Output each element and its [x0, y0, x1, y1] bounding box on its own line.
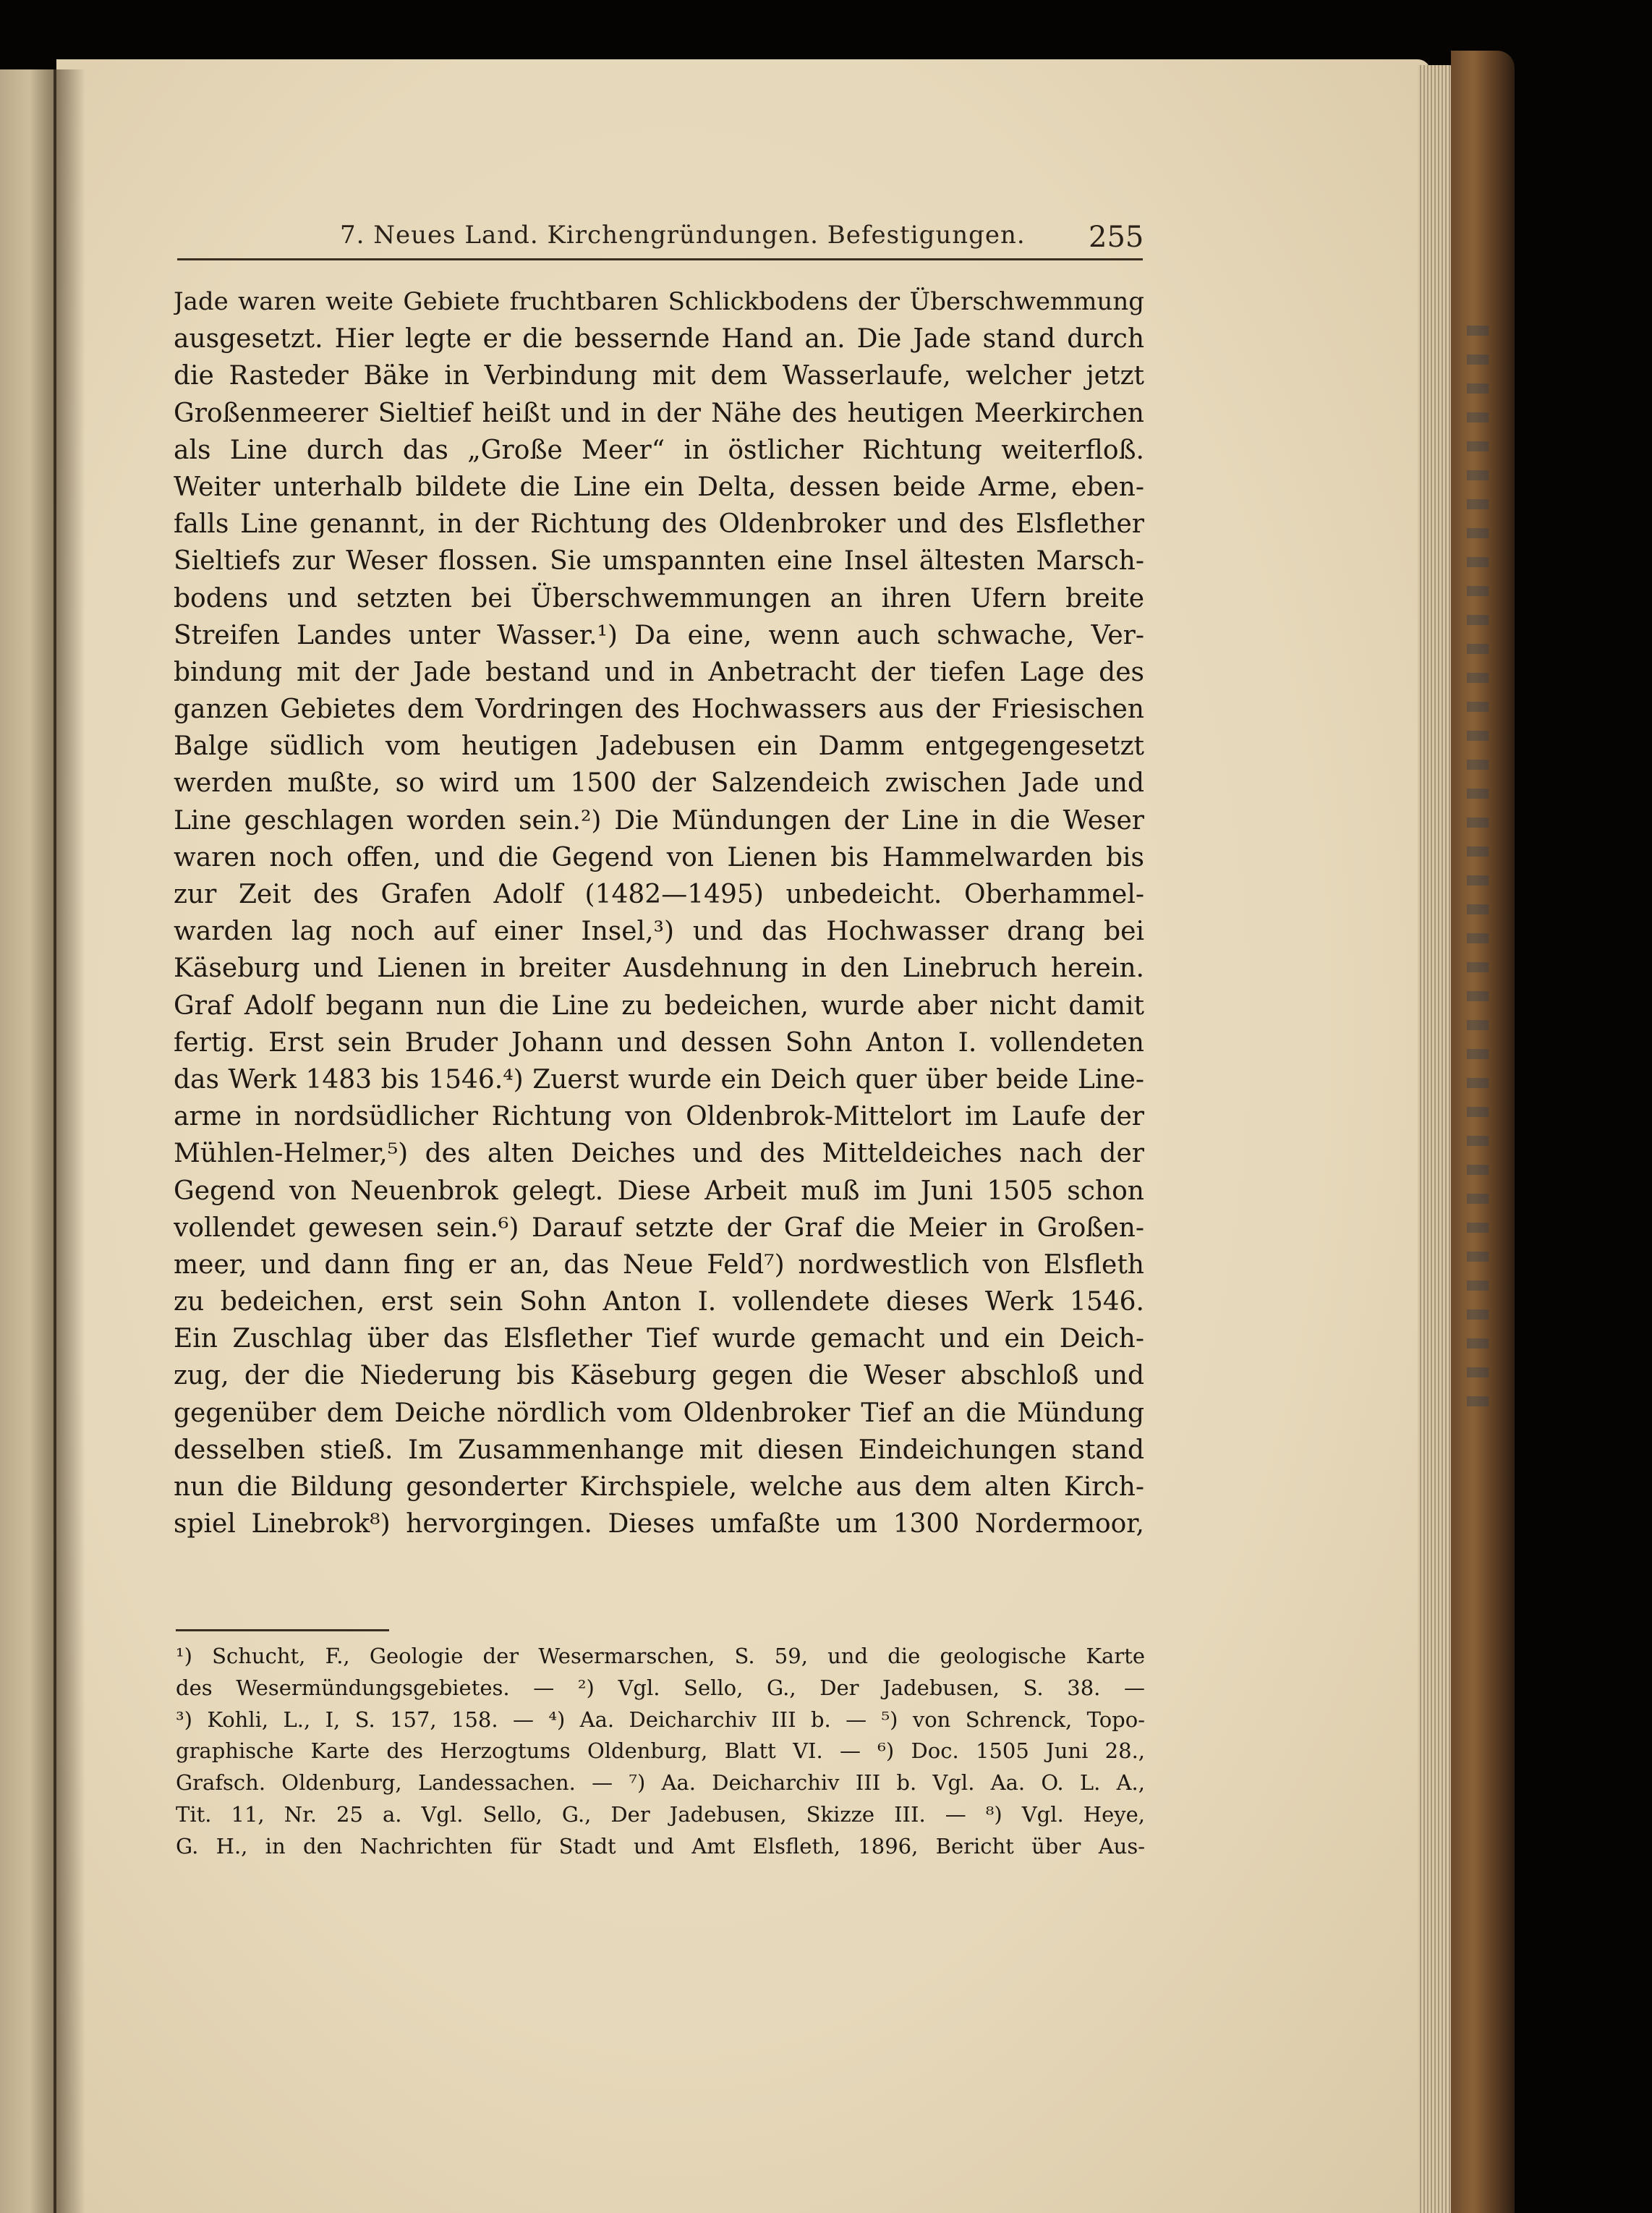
page-number: 255 — [1089, 221, 1144, 254]
footnote-line: ¹) Schucht, F., Geologie der Wesermarschen, S. 59, und die geologische Karte — [176, 1644, 1145, 1668]
text-line: bindung mit der Jade bestand und in Anbetracht der tiefen Lage des — [174, 657, 1144, 687]
text-line: bodens und setzten bei Überschwemmungen an ihren Ufern breite — [174, 583, 1144, 613]
footnote-line: graphische Karte des Herzogtums Oldenburg, Blatt VI. — ⁶) Doc. 1505 Juni 28., — [176, 1738, 1145, 1764]
text-line: arme in nordsüdlicher Richtung von Oldenbrok-Mittelort im Laufe der — [174, 1102, 1144, 1132]
text-line: Balge südlich vom heutigen Jadebusen ein Damm entgegengesetzt — [174, 731, 1144, 762]
text-line: nun die Bildung gesonderter Kirchspiele, welche aus dem alten Kirch- — [174, 1472, 1144, 1502]
footnotes — [176, 1641, 1145, 1863]
text-line: Mühlen-Helmer,⁵) des alten Deiches und des Mitteldeiches nach der — [174, 1139, 1144, 1169]
text-line: falls Line genannt, in der Richtung des Oldenbroker und des Elsflether — [174, 509, 1144, 540]
text-line: Gegend von Neuenbrok gelegt. Diese Arbeit muß im Juni 1505 schon — [174, 1176, 1144, 1206]
text-line: warden lag noch auf einer Insel,³) und das Hochwasser drang bei — [174, 917, 1144, 947]
text-line: Graf Adolf begann nun die Line zu bedeichen, wurde aber nicht damit — [174, 990, 1144, 1021]
text-line: desselben stieß. Im Zusammenhange mit diesen Eindeichungen stand — [174, 1435, 1144, 1465]
footnote-line: ³) Kohli, L., I, S. 157, 158. — ⁴) Aa. Deicharchiv III b. — ⁵) von Schrenck, Topo- — [176, 1707, 1145, 1732]
text-line: zu bedeichen, erst sein Sohn Anton I. vollendete dieses Werk 1546. — [174, 1287, 1144, 1317]
body-text — [174, 284, 1144, 1542]
footnote-rule — [176, 1629, 389, 1631]
text-line: spiel Linebrok⁸) hervorgingen. Dieses umfaßte um 1300 Nordermoor, — [174, 1509, 1144, 1539]
text-line: Käseburg und Lienen in breiter Ausdehnung in den Linebruch herein. — [174, 953, 1144, 984]
facing-page-edge — [0, 69, 56, 2213]
text-line: Line geschlagen worden sein.²) Die Mündungen der Line in die Weser — [174, 805, 1144, 836]
text-line: fertig. Erst sein Bruder Johann und dessen Sohn Anton I. vollendeten — [174, 1027, 1144, 1058]
header-rule — [177, 258, 1143, 260]
text-line: Weiter unterhalb bildete die Line ein Delta, dessen beide Arme, eben- — [174, 472, 1144, 502]
gutter-shadow — [56, 69, 85, 2213]
text-line: Großenmeerer Sieltief heißt und in der Nähe des heutigen Meerkirchen — [174, 398, 1144, 428]
text-line: Ein Zuschlag über das Elsflether Tief wurde gemacht und ein Deich- — [174, 1324, 1144, 1354]
footnote-line: Tit. 11, Nr. 25 a. Vgl. Sello, G., Der Jadebusen, Skizze III. — ⁸) Vgl. Heye, — [176, 1801, 1145, 1827]
text-line: Jade waren weite Gebiete fruchtbaren Schlickbodens der Überschwemmung — [174, 287, 1144, 316]
text-line: zur Zeit des Grafen Adolf (1482—1495) unbedeicht. Oberhammel- — [174, 880, 1144, 909]
text-line: Streifen Landes unter Wasser.¹) Da eine, wenn auch schwache, Ver- — [174, 620, 1144, 650]
text-line: ausgesetzt. Hier legte er die bessernde Hand an. Die Jade stand durch — [174, 324, 1144, 354]
text-line: das Werk 1483 bis 1546.⁴) Zuerst wurde ein Deich quer über beide Line- — [174, 1064, 1144, 1095]
text-line: als Line durch das „Große Meer“ in östlicher Richtung weiterfloß. — [174, 435, 1144, 465]
footnote-line: des Wesermündungsgebietes. — ²) Vgl. Sello, G., Der Jadebusen, S. 38. — — [176, 1675, 1145, 1700]
text-line: ganzen Gebietes dem Vordringen des Hochwassers aus der Friesischen — [174, 695, 1144, 725]
text-line: meer, und dann fing er an, das Neue Feld⁷) nordwestlich von Elsfleth — [174, 1249, 1144, 1280]
text-line: waren noch offen, und die Gegend von Lienen bis Hammelwarden bis — [174, 842, 1144, 872]
footnote-line: Grafsch. Oldenburg, Landessachen. — ⁷) Aa. Deicharchiv III b. Vgl. Aa. O. L. A., — [176, 1770, 1145, 1796]
text-line: zug, der die Niederung bis Käseburg gegen die Weser abschloß und — [174, 1361, 1144, 1391]
text-line: werden mußte, so wird um 1500 der Salzendeich zwischen Jade und — [174, 768, 1144, 799]
footnote-line: G. H., in den Nachrichten für Stadt und Amt Elsfleth, 1896, Bericht über Aus- — [176, 1833, 1145, 1859]
text-line: vollendet gewesen sein.⁶) Darauf setzte der Graf die Meier in Großen- — [174, 1212, 1144, 1243]
running-head: 7. Neues Land. Kirchengründungen. Befestigungen. — [340, 221, 1026, 250]
text-line: gegenüber dem Deiche nördlich vom Oldenbroker Tief an die Mündung — [174, 1398, 1144, 1428]
text-line: Sieltiefs zur Weser flossen. Sie umspannten eine Insel ältesten Marsch- — [174, 546, 1144, 577]
text-line: die Rasteder Bäke in Verbindung mit dem Wasserlaufe, welcher jetzt — [174, 361, 1144, 391]
book-cover — [1451, 51, 1515, 2213]
